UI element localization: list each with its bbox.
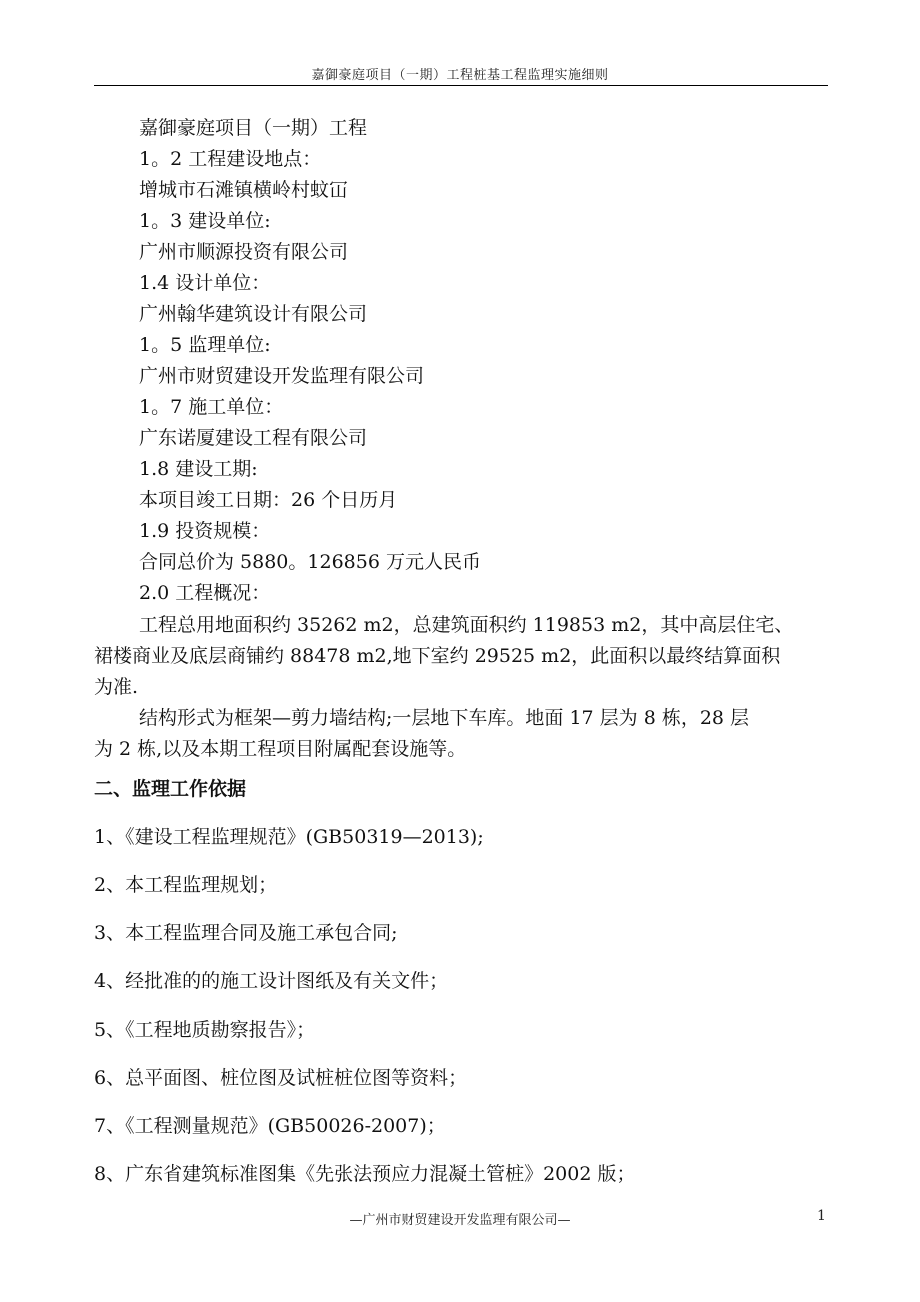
location-value: 增城市石滩镇横岭村蚊冚: [139, 179, 349, 201]
reference-item-1: 1、《建设工程监理规范》(GB50319—2013);: [94, 826, 484, 848]
location-label: 1。2 工程建设地点：: [139, 148, 322, 170]
reference-item-5: 5、《工程地质勘察报告》；: [94, 1019, 316, 1041]
header-divider: [94, 85, 828, 86]
contractor-value: 广东诺厦建设工程有限公司: [139, 427, 368, 449]
reference-item-3: 3、本工程监理合同及施工承包合同;: [94, 922, 398, 944]
reference-item-8: 8、广东省建筑标准图集《先张法预应力混凝土管桩》2002 版；: [94, 1163, 636, 1185]
investment-value: 合同总价为 5880。126856 万元人民币: [139, 551, 481, 573]
owner-value: 广州市顺源投资有限公司: [139, 241, 349, 263]
designer-label: 1.4 设计单位：: [139, 272, 271, 294]
overview-paragraph-line-2: 裙楼商业及底层商铺约 88478 m2,地下室约 29525 m2，此面积以最终结算面积: [94, 645, 781, 667]
designer-value: 广州翰华建筑设计有限公司: [139, 303, 368, 325]
supervisor-label: 1。5 监理单位:: [139, 334, 271, 356]
reference-item-7: 7、《工程测量规范》(GB50026-2007)；: [94, 1115, 446, 1137]
reference-item-2: 2、本工程监理规划；: [94, 874, 278, 896]
reference-item-6: 6、总平面图、桩位图及试桩桩位图等资料；: [94, 1067, 468, 1089]
overview-paragraph-line-3: 为准.: [94, 676, 139, 698]
structure-paragraph-line-1: 结构形式为框架—剪力墙结构;一层地下车库。地面 17 层为 8 栋，28 层: [139, 707, 750, 729]
structure-paragraph-line-2: 为 2 栋,以及本期工程项目附属配套设施等。: [94, 738, 467, 760]
page-number: 1: [817, 1208, 826, 1224]
duration-value: 本项目竣工日期：26 个日历月: [139, 489, 398, 511]
reference-item-4: 4、经批准的的施工设计图纸及有关文件；: [94, 970, 449, 992]
supervisor-value: 广州市财贸建设开发监理有限公司: [139, 365, 425, 387]
overview-paragraph-line-1: 工程总用地面积约 35262 m2，总建筑面积约 119853 m2，其中高层住宅、: [139, 614, 794, 636]
contractor-label: 1。7 施工单位：: [139, 396, 284, 418]
investment-label: 1.9 投资规模：: [139, 520, 271, 542]
duration-label: 1.8 建设工期:: [139, 458, 258, 480]
owner-label: 1。3 建设单位:: [139, 210, 271, 232]
page-header-title: 嘉御豪庭项目（一期）工程桩基工程监理实施细则: [311, 68, 609, 83]
page-footer-company: —广州市财贸建设开发监理有限公司—: [349, 1213, 571, 1228]
project-name-line: 嘉御豪庭项目（一期）工程: [139, 117, 368, 139]
overview-label: 2.0 工程概况：: [139, 582, 271, 604]
section-heading: 二、监理工作依据: [94, 778, 247, 800]
